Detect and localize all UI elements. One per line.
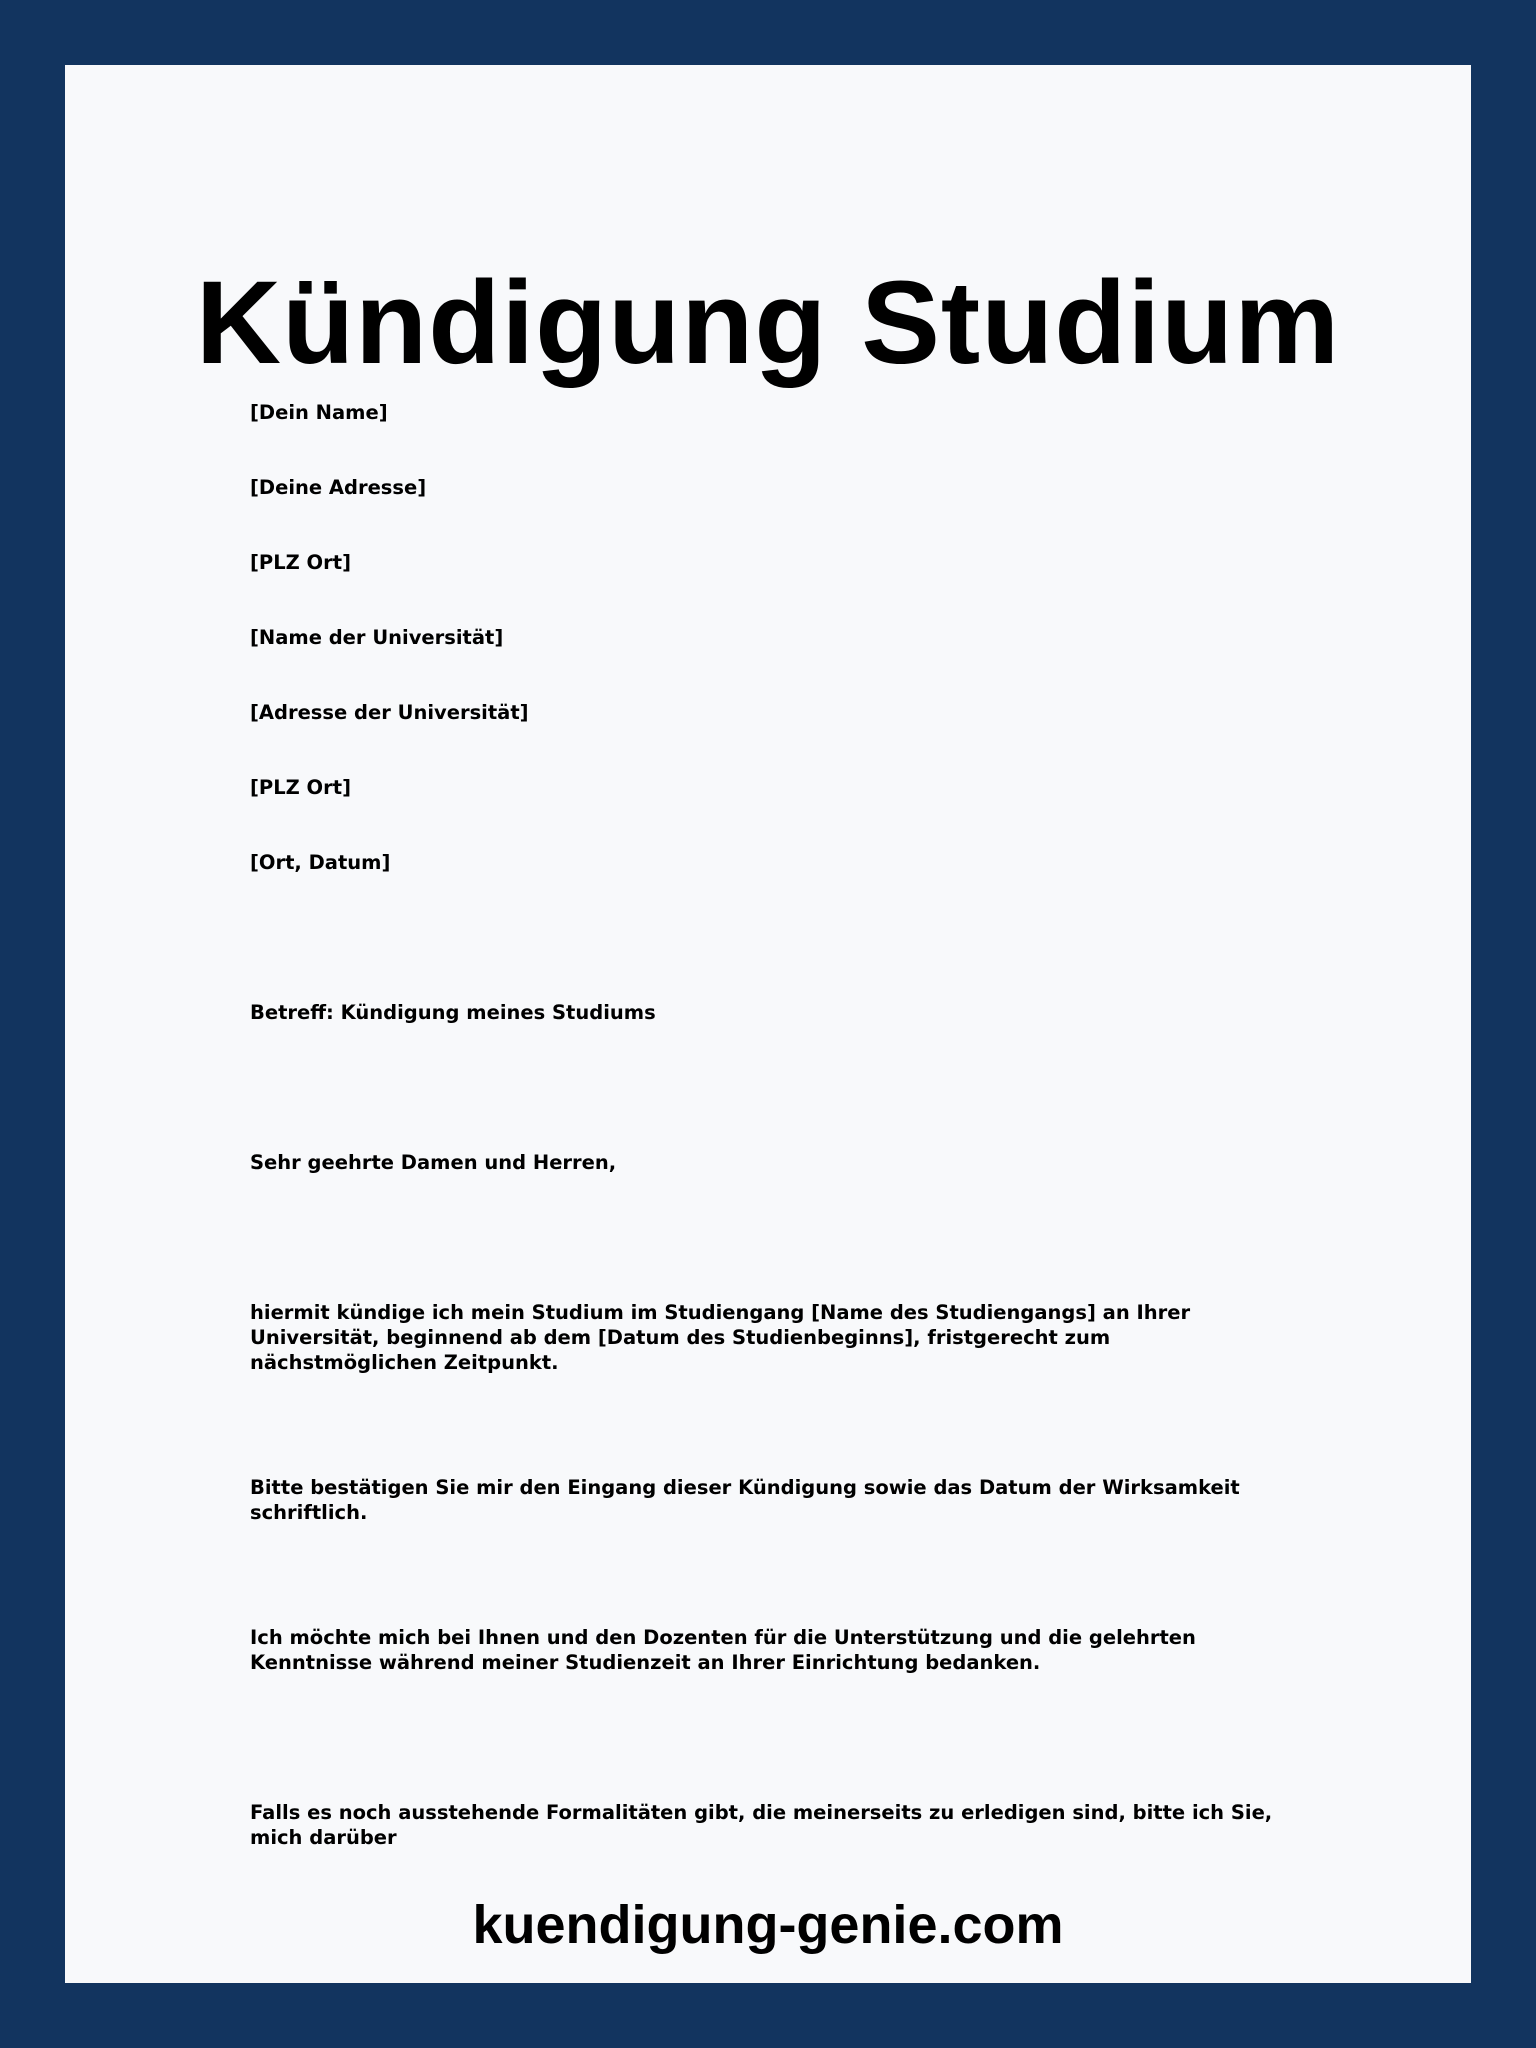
recipient-address: [Adresse der Universität] [250, 701, 529, 724]
sender-address: [Deine Adresse] [250, 476, 427, 499]
letter-page [65, 65, 1471, 1983]
sender-name: [Dein Name] [250, 401, 388, 424]
salutation: Sehr geehrte Damen und Herren, [250, 1151, 617, 1174]
paragraph-formalities: Falls es noch ausstehende Formalitäten gibt, die meinerseits zu erledigen sind, bitte ich Sie, mich darüber [250, 1801, 1273, 1849]
place-date: [Ort, Datum] [250, 851, 391, 874]
sender-zip-city: [PLZ Ort] [250, 551, 351, 574]
footer-website: kuendigung-genie.com [472, 1895, 1064, 1955]
paragraph-confirmation: Bitte bestätigen Sie mir den Eingang dieser Kündigung sowie das Datum der Wirksamkeit schriftlich. [250, 1476, 1240, 1524]
paragraph-thanks: Ich möchte mich bei Ihnen und den Dozenten für die Unterstützung und die gelehrten Kenntnisse während meiner Studienzeit an Ihrer Einrichtung bedanken. [250, 1626, 1196, 1674]
subject-line: Betreff: Kündigung meines Studiums [250, 1001, 656, 1024]
paragraph-termination: hiermit kündige ich mein Studium im Studiengang [Name des Studiengangs] an Ihrer Universität, beginnend ab dem [Datum des Studienbeginns], fristgerecht zum nächstmöglichen Zeitpunkt. [250, 1301, 1191, 1374]
recipient-zip-city: [PLZ Ort] [250, 776, 351, 799]
document-title: Kündigung Studium [195, 257, 1341, 389]
recipient-name: [Name der Universität] [250, 626, 504, 649]
